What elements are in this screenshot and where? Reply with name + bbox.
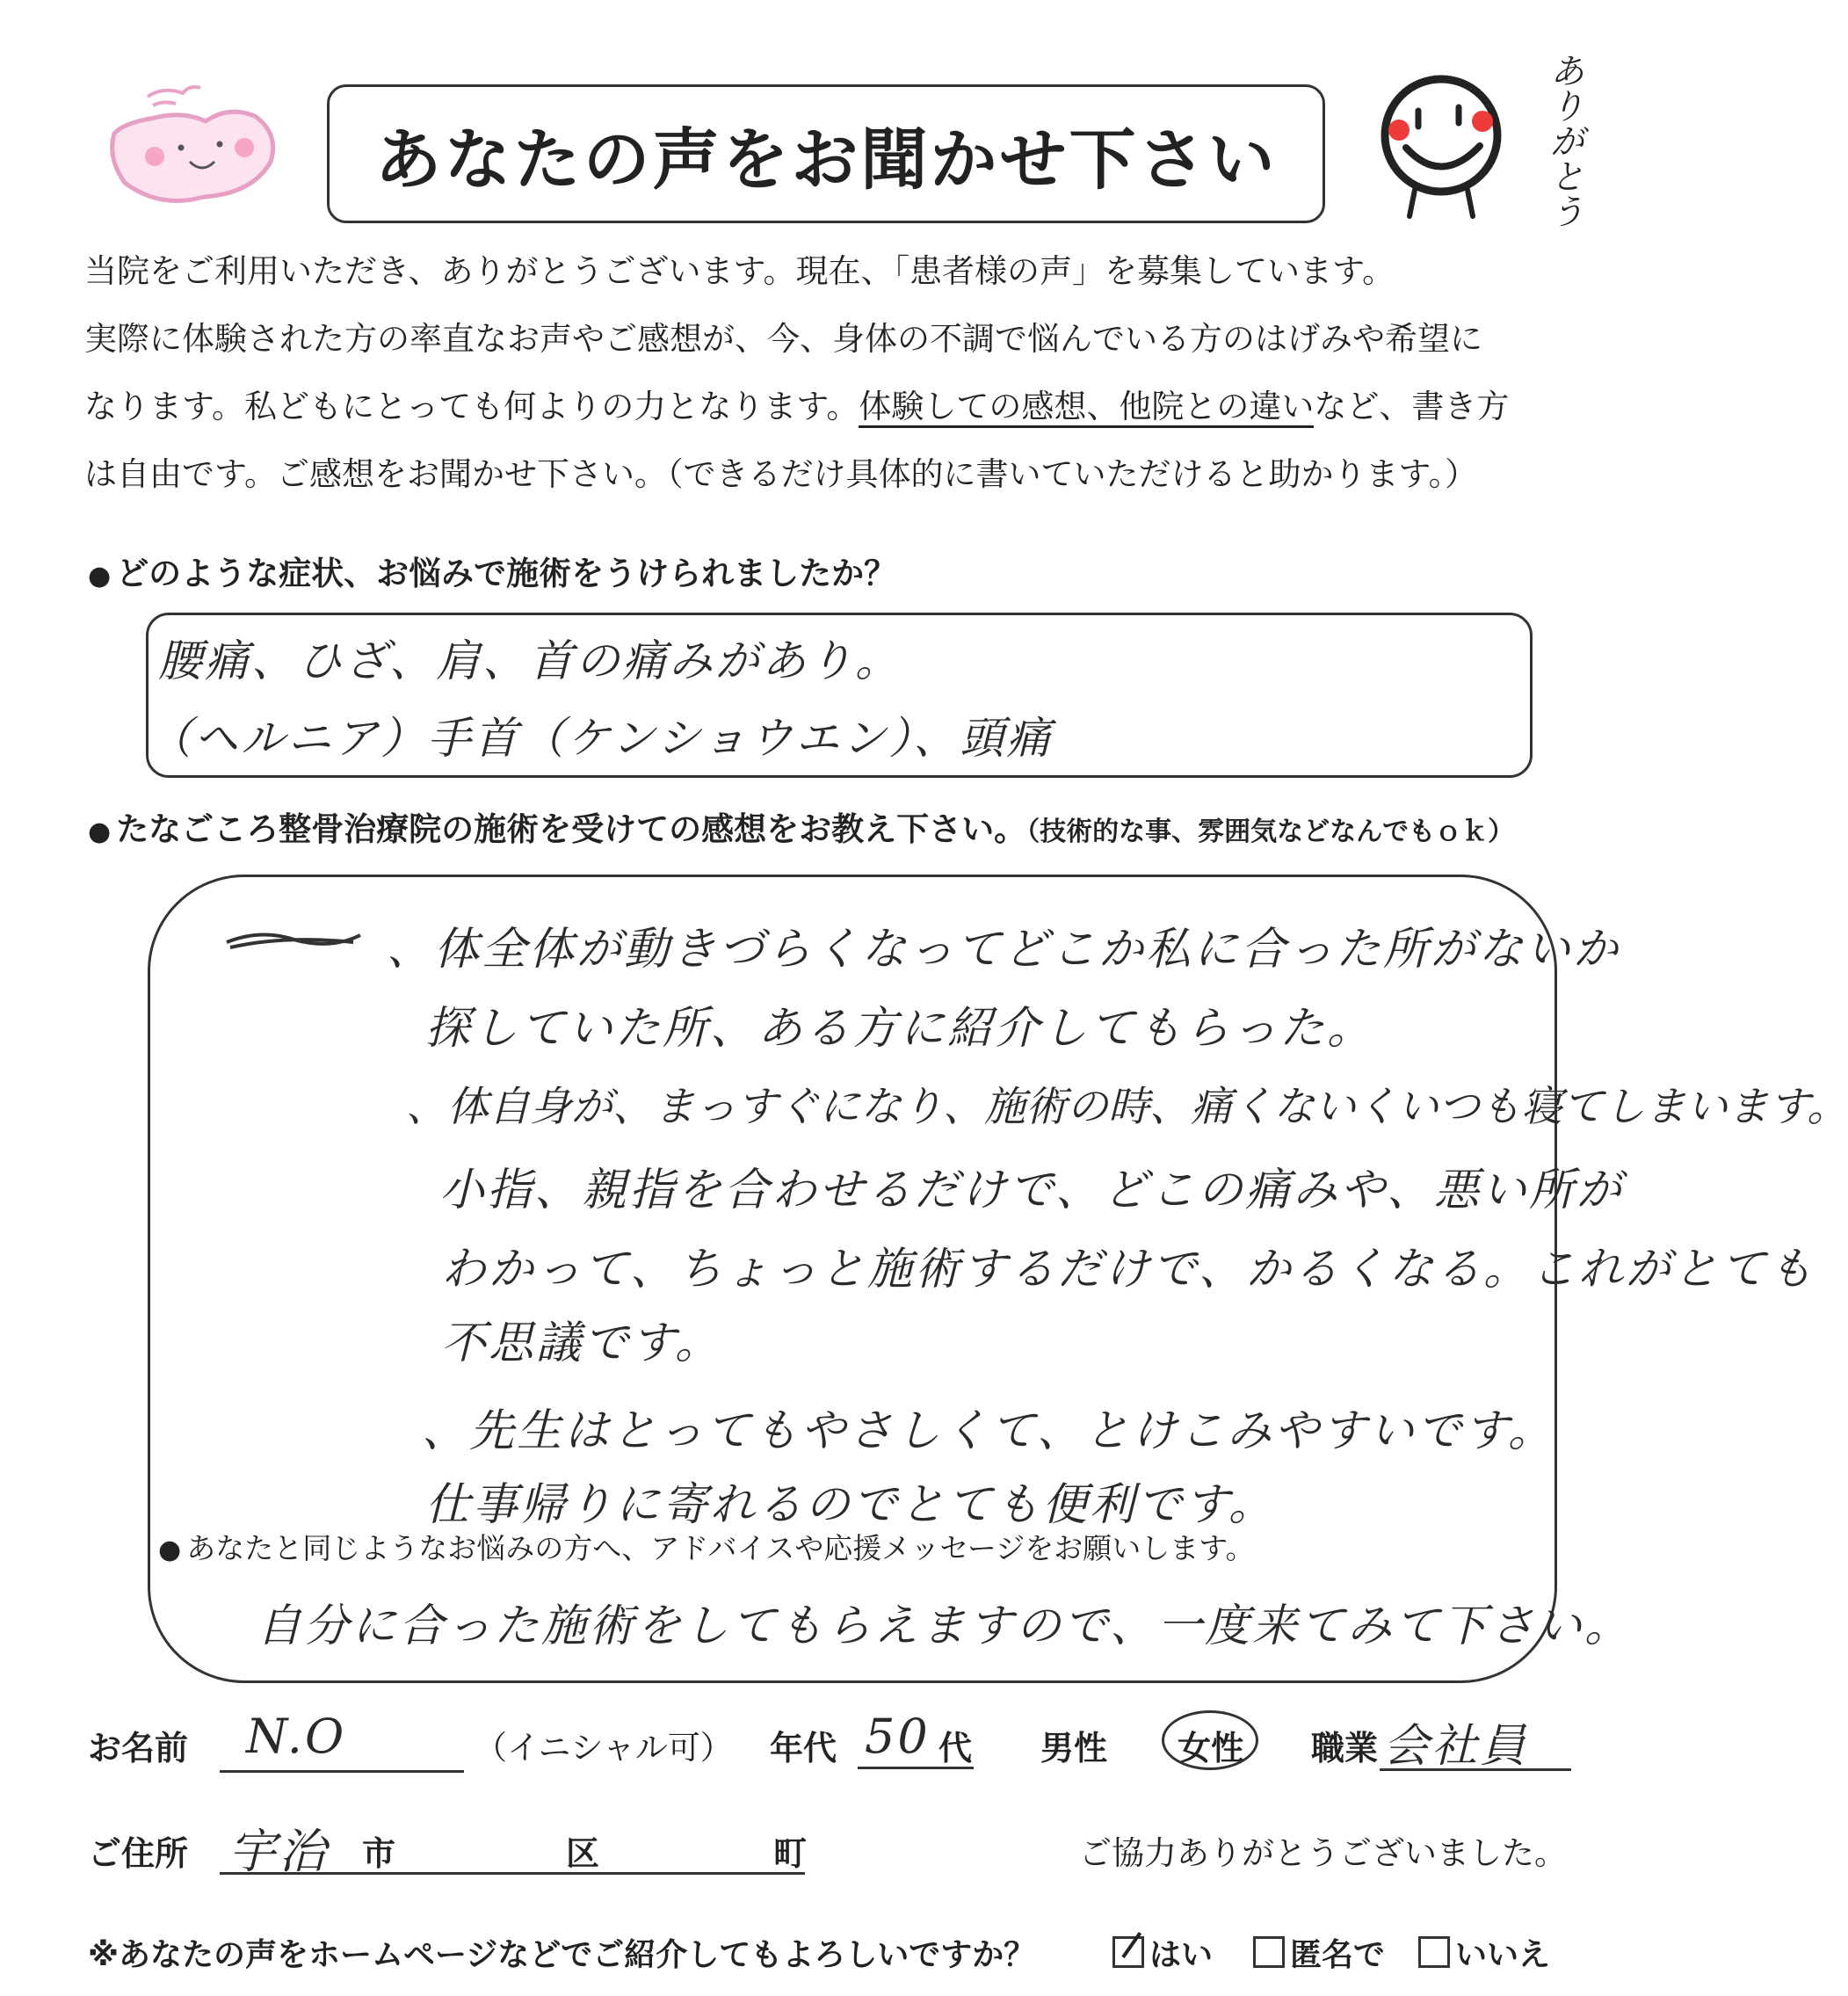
intro-paragraph: [84, 237, 1613, 508]
answer-1-line-1: 腰痛、ひざ、肩、首の痛みがあり。: [158, 635, 902, 686]
town-label: 町: [773, 1834, 808, 1873]
consent-question: ※あなたの声をホームページなどでご紹介してもよろしいですか？: [88, 1937, 1036, 1973]
title-box: [327, 84, 1325, 223]
question-1-label: どのような症状、お悩みで施術をうけられましたか？: [116, 555, 897, 592]
intro-line-1: 当院をご利用いただき、ありがとうございます。現在、「患者様の声」を募集しています。: [84, 252, 1395, 290]
checkbox-checked-icon[interactable]: [1112, 1936, 1144, 1968]
intro-line-4: は自由です。ご感想をお聞かせ下さい。（できるだけ具体的に書いていただけると助かります。）: [84, 455, 1478, 493]
answer-2-line-6: 不思議です。: [441, 1317, 722, 1369]
thanks-message: ご協力ありがとうございました。: [1079, 1834, 1567, 1872]
question-2: [88, 802, 1514, 850]
consent-option-no[interactable]: [1418, 1930, 1550, 1975]
city-label: 市: [362, 1834, 396, 1873]
intro-line-3: [84, 373, 1613, 440]
answer-1-line-2: （ヘルニア）手首（ケンショウエン）、頭痛: [148, 713, 1054, 764]
consent-option-no-label: いいえ: [1455, 1937, 1551, 1973]
answer-2-line-3: 、体自身が、まっすぐになり、施術の時、痛くないくいつも寝てしまいます。: [406, 1083, 1848, 1131]
bullet-icon: ●: [158, 1535, 182, 1565]
smiley-face-illustration: [1364, 76, 1531, 225]
bullet-icon: ●: [88, 817, 112, 847]
address-underline: [220, 1872, 805, 1875]
name-label: お名前: [88, 1729, 189, 1767]
job-value: 会社員: [1383, 1720, 1529, 1773]
intro-line-3-a: なります。私どもにとっても何よりの力となります。: [84, 388, 859, 425]
intro-line-3-b: など、書き方: [1314, 388, 1510, 425]
job-underline: [1380, 1768, 1571, 1771]
thanks-vertical-text: ありがとう: [1544, 53, 1584, 229]
crossed-out-scribble: [223, 923, 364, 958]
consent-option-anonymous[interactable]: [1253, 1930, 1385, 1975]
initial-note: （イニシャル可）: [475, 1729, 733, 1767]
male-option: 男性: [1040, 1729, 1108, 1767]
job-label: 職業: [1311, 1729, 1379, 1767]
female-selected-circle: [1162, 1710, 1258, 1770]
question-3-label: あなたと同じようなお悩みの方へ、アドバイスや応援メッセージをお願いします。: [186, 1531, 1255, 1565]
bullet-icon: ●: [88, 561, 112, 592]
female-option: 女性: [1178, 1729, 1245, 1767]
name-value: N.O: [246, 1709, 347, 1764]
page-title: あなたの声をお聞かせ下さい: [374, 120, 1278, 199]
question-3: [158, 1526, 1255, 1567]
blob-mascot-illustration: [97, 81, 286, 213]
answer-2-line-2: 探していた所、ある方に紹介してもらった。: [425, 1003, 1375, 1055]
intro-underlined-text: 体験しての感想、他院との違い: [859, 388, 1314, 428]
answer-2-line-8: 仕事帰りに寄れるのでとても便利です。: [425, 1479, 1276, 1531]
answer-2-line-5: わかって、ちょっと施術するだけで、かるくなる。これがとても: [441, 1244, 1815, 1296]
answer-2-line-4: 小指、親指を合わせるだけで、どこの痛みや、悪い所が: [439, 1165, 1624, 1216]
consent-option-anonymous-label: 匿名で: [1290, 1937, 1386, 1973]
intro-line-2: 実際に体験された方の率直なお声やご感想が、今、身体の不調で悩んでいる方のはげみや希望に: [84, 320, 1482, 358]
age-suffix: 代: [938, 1729, 973, 1767]
consent-option-yes-label: はい: [1149, 1937, 1214, 1973]
question-2-note: （技術的な事、雰囲気などなんでもｏｋ）: [1026, 817, 1515, 847]
age-value: 50: [865, 1709, 931, 1764]
age-label: 年代: [770, 1729, 837, 1767]
address-city-value: 宇治: [228, 1824, 329, 1879]
answer-2-line-1: 、体全体が動きづらくなってどこか私に合った所がないか: [387, 924, 1621, 976]
question-2-label: たなごころ整骨治療院の施術を受けての感想をお教え下さい。: [116, 810, 1027, 848]
question-1: [88, 547, 896, 594]
address-label: ご住所: [88, 1834, 189, 1873]
checkbox-icon[interactable]: [1418, 1936, 1450, 1968]
age-underline: [858, 1767, 974, 1769]
ward-label: 区: [566, 1834, 600, 1873]
checkbox-icon[interactable]: [1253, 1936, 1285, 1968]
name-underline: [220, 1770, 464, 1773]
consent-option-yes[interactable]: [1112, 1930, 1213, 1975]
answer-3: 自分に合った施術をしてもらえますので、一度来てみて下さい。: [257, 1600, 1632, 1652]
answer-2-line-7: 、先生はとってもやさしくて、とけこみやすいです。: [422, 1405, 1555, 1457]
